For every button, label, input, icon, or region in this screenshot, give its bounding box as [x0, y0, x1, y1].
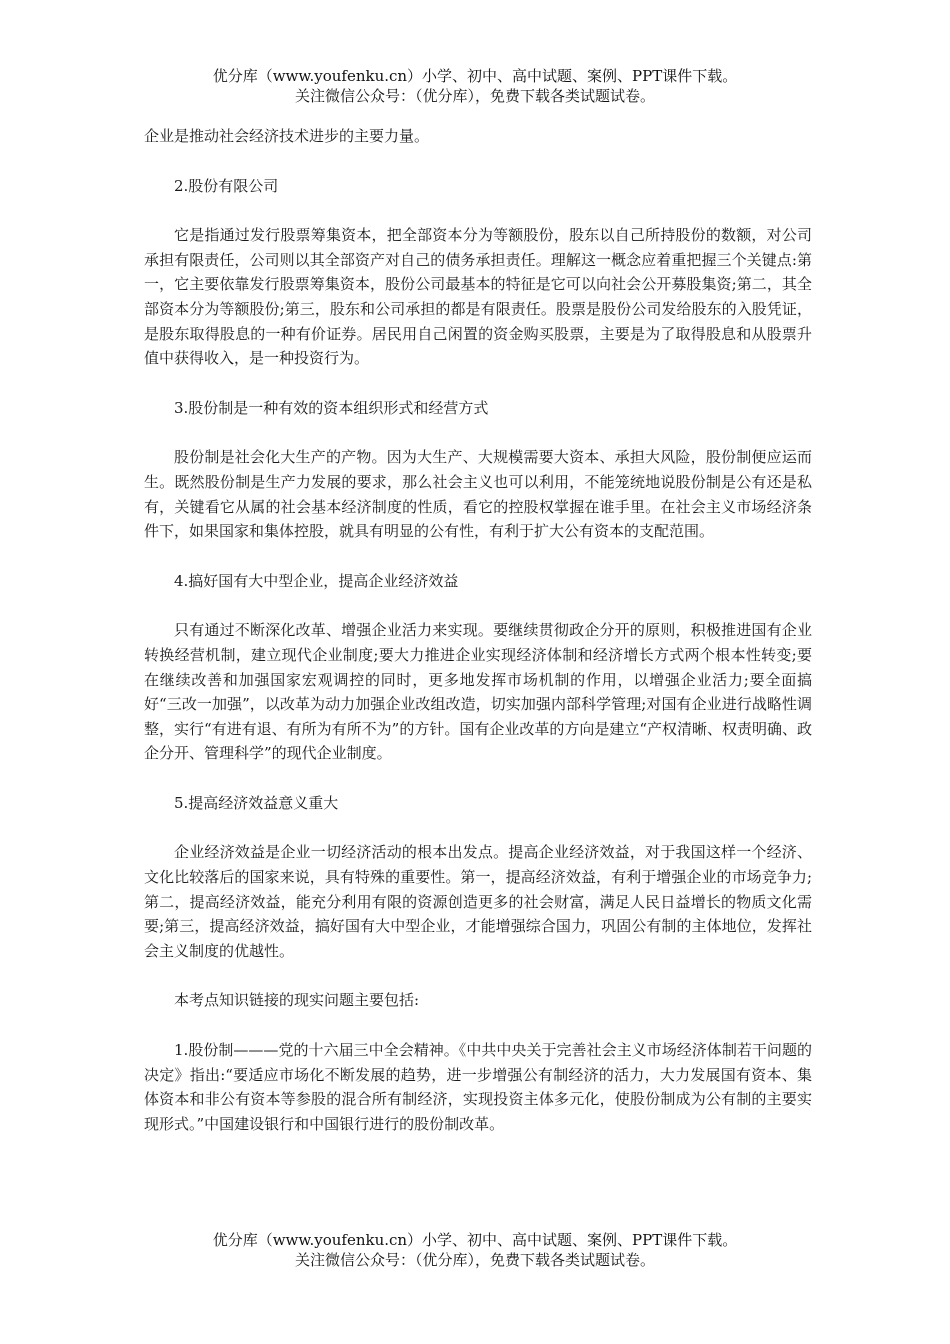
page-header	[0, 66, 950, 106]
section-heading-5: 5.提高经济效益意义重大	[174, 793, 339, 812]
paragraph-shareholding-system: 股份制是社会化大生产的产物。因为大生产、大规模需要大资本、承担大风险，股份制便应运而生。既然股份制是生产力发展的要求，那么社会主义也可以利用，不能笼统地说股份制是公有还是私有，关键看它从属的社会基本经济制度的性质，看它的控股权掌握在谁手里。在社会主义市场经济条件下，如果国家和集体控股，就具有明显的公有性，有利于扩大公有资本的支配范围。	[144, 448, 812, 541]
paragraph-links-intro: 本考点知识链接的现实问题主要包括:	[174, 991, 420, 1010]
header-line-1: 优分库（www.youfenku.cn）小学、初中、高中试题、案例、PPT课件下载。	[212, 67, 738, 85]
footer-line-2: 关注微信公众号：（优分库），免费下载各类试题试卷。	[294, 1251, 655, 1269]
section-heading-2: 2.股份有限公司	[174, 176, 279, 195]
page-footer	[0, 1230, 950, 1270]
header-line-2: 关注微信公众号：（优分库），免费下载各类试题试卷。	[294, 87, 655, 105]
paragraph-state-enterprise-reform: 只有通过不断深化改革、增强企业活力来实现。要继续贯彻政企分开的原则，积极推进国有企业转换经营机制，建立现代企业制度;要大力推进企业实现经济体制和经济增长方式两个根本性转变;要在继续改善和加强国家宏观调控的同时，更多地发挥市场机制的作用，以增强企业活力;要全面搞好“三改一加强”，以改革为动力加强企业改组改造，切实加强内部科学管理;对国有企业进行战略性调整，实行“有进有退、有所为有所不为”的方针。国有企业改革的方向是建立“产权清晰、权责明确、政企分开、管理科学”的现代企业制度。	[144, 621, 813, 763]
document-body	[144, 124, 812, 1161]
footer-line-1: 优分库（www.youfenku.cn）小学、初中、高中试题、案例、PPT课件下载。	[212, 1231, 738, 1249]
paragraph-economic-efficiency: 企业经济效益是企业一切经济活动的根本出发点。提高企业经济效益，对于我国这样一个经济、文化比较落后的国家来说，具有特殊的重要性。第一，提高经济效益，有利于增强企业的市场竞争力;第二，提高经济效益，能充分利用有限的资源创造更多的社会财富，满足人民日益增长的物质文化需要;第三，提高经济效益，搞好国有大中型企业，才能增强综合国力，巩固公有制的主体地位，发挥社会主义制度的优越性。	[144, 843, 812, 960]
paragraph-continuation: 企业是推动社会经济技术进步的主要力量。	[144, 127, 430, 145]
paragraph-joint-stock-company: 它是指通过发行股票筹集资本，把全部资本分为等额股份，股东以自己所持股份的数额，对公司承担有限责任，公司则以其全部资产对自己的债务承担责任。理解这一概念应着重把握三个关键点:第一，它主要依靠发行股票筹集资本，股份公司最基本的特征是它可以向社会公开募股集资;第二，其全部资本分为等额股份;第三，股东和公司承担的都是有限责任。股票是股份公司发给股东的入股凭证，是股东取得股息的一种有价证券。居民用自己闲置的资金购买股票，主要是为了取得股息和从股票升值中获得收入，是一种投资行为。	[144, 226, 812, 368]
section-heading-3: 3.股份制是一种有效的资本组织形式和经营方式	[174, 398, 489, 417]
section-heading-4: 4.搞好国有大中型企业，提高企业经济效益	[174, 571, 459, 590]
paragraph-link-item-1: 1.股份制———党的十六届三中全会精神。《中共中央关于完善社会主义市场经济体制若干问题的决定》指出:“要适应市场化不断发展的趋势，进一步增强公有制经济的活力，大力发展国有资本、集体资本和非公有资本等参股的混合所有制经济，实现投资主体多元化，使股份制成为公有制的主要实现形式。”中国建设银行和中国银行进行的股份制改革。	[144, 1041, 812, 1133]
